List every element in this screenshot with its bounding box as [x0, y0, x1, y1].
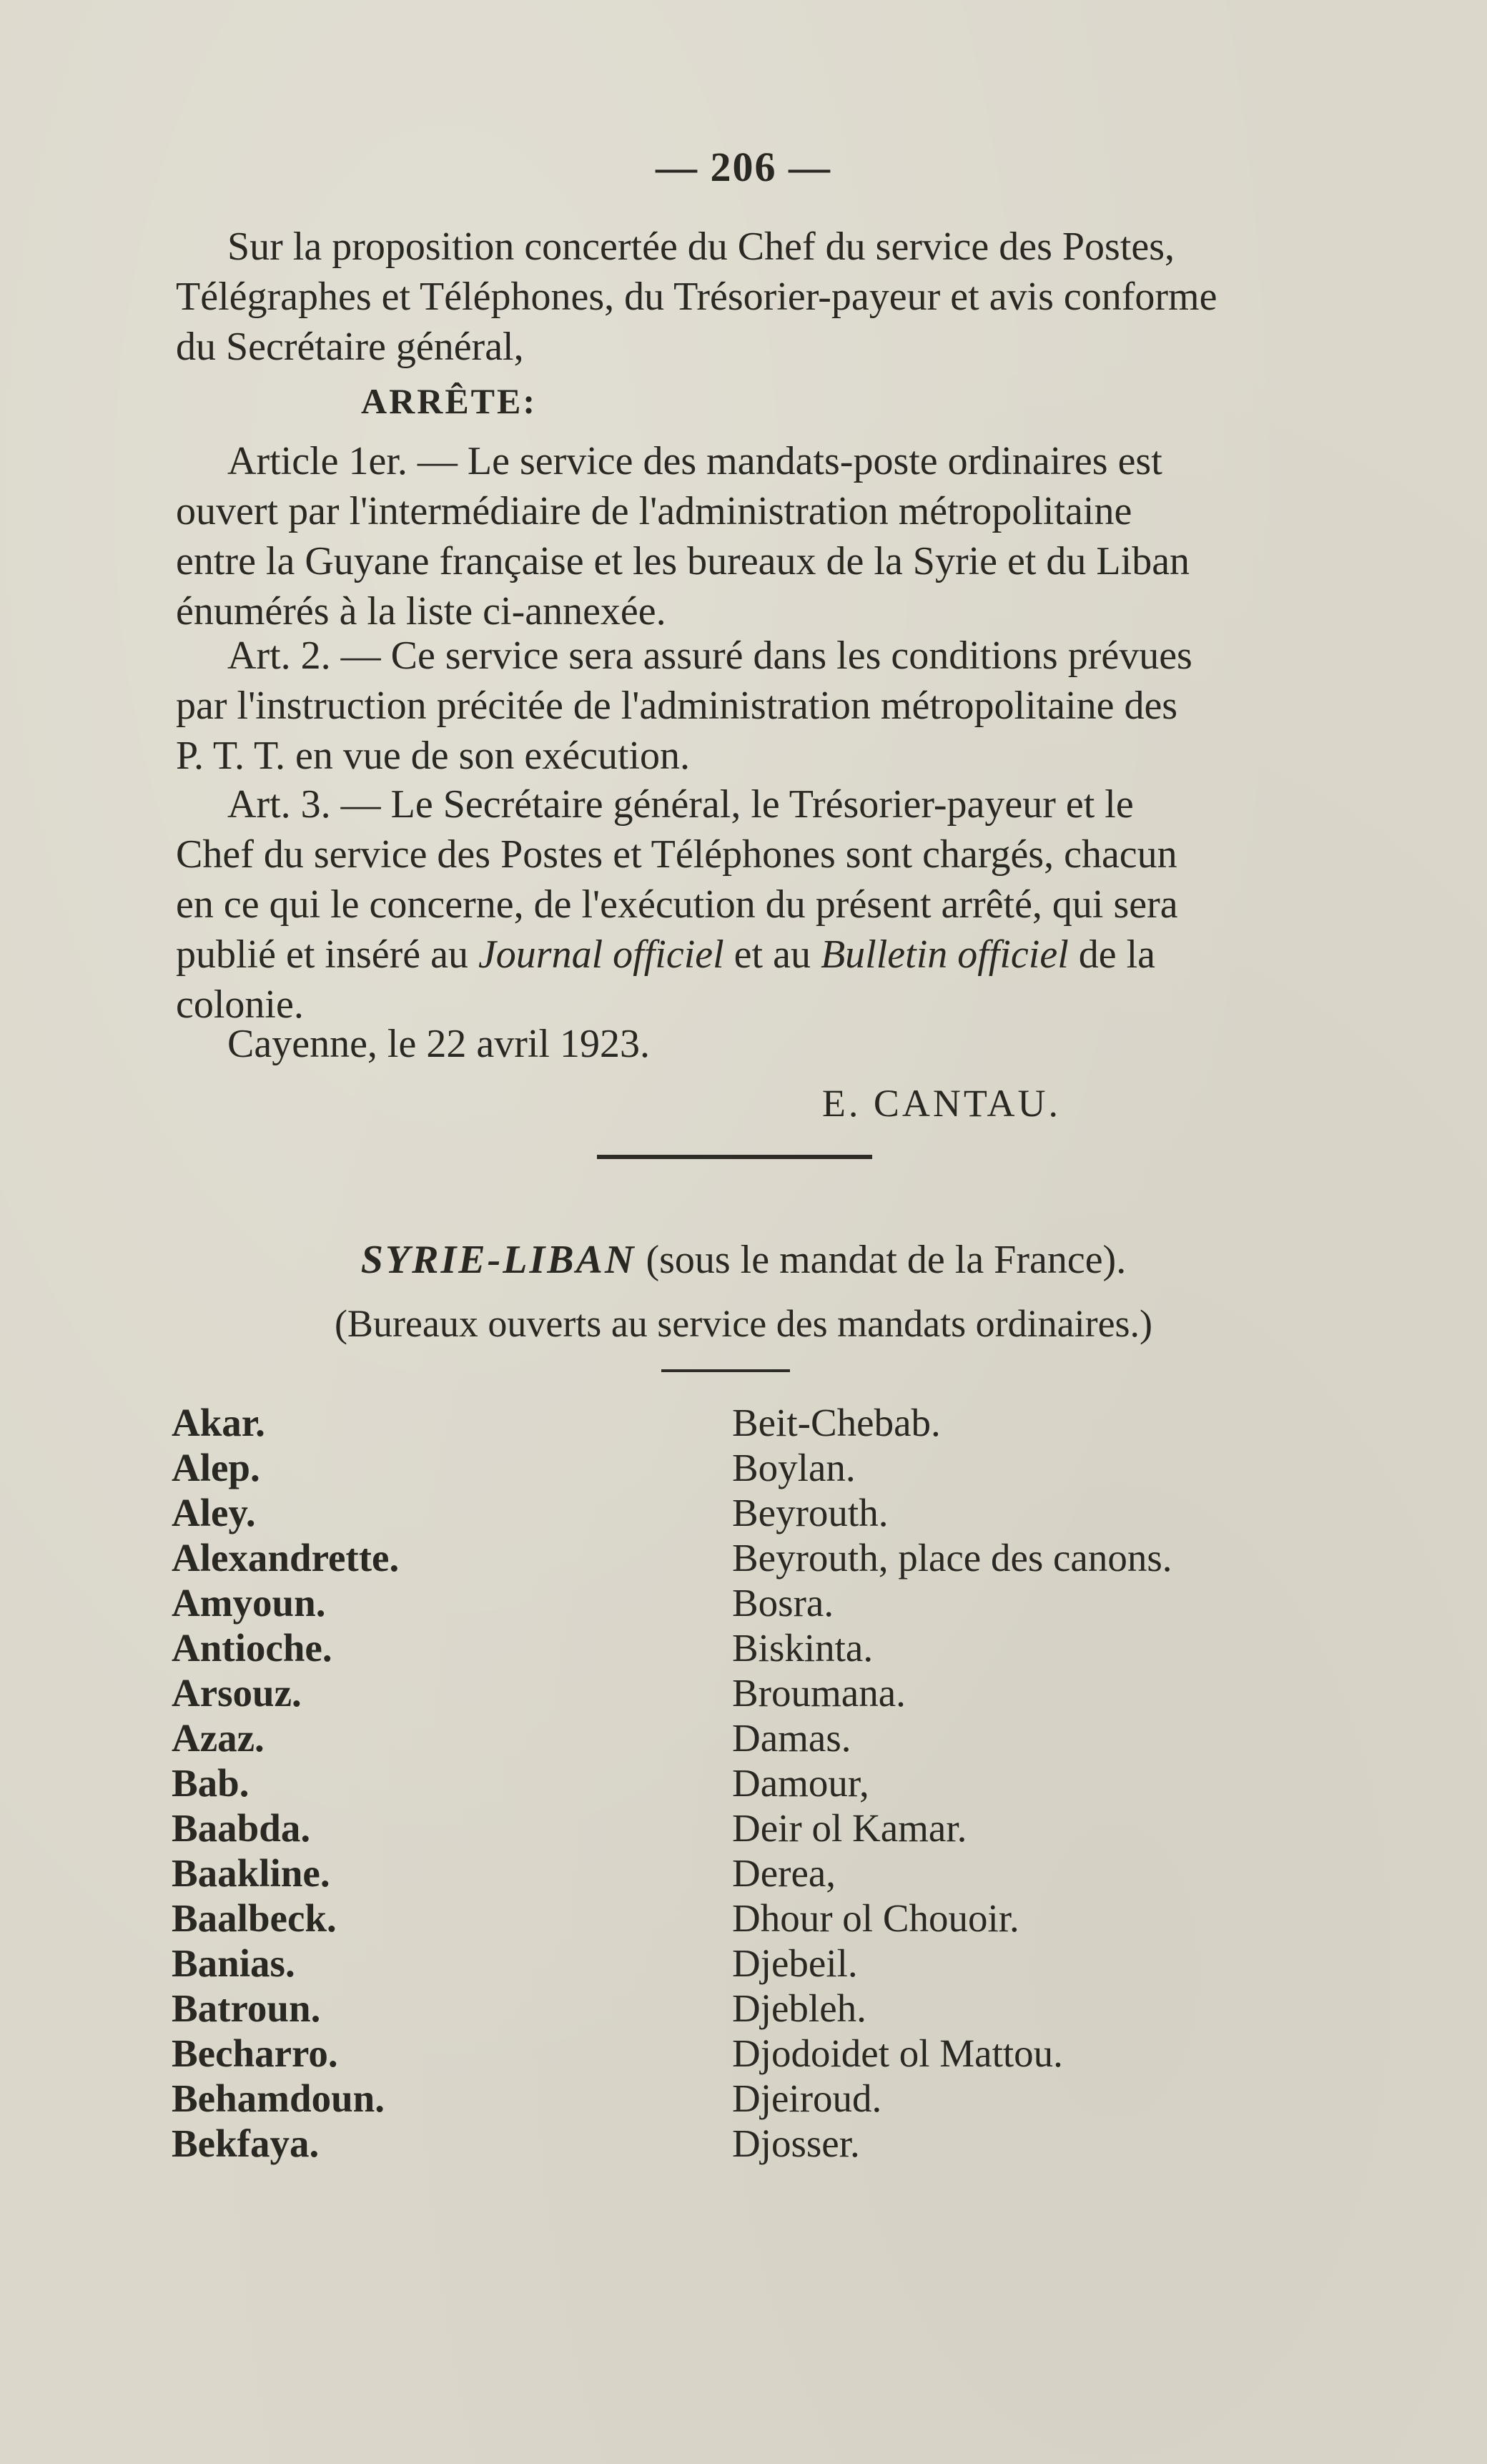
section-title: SYRIE-LIBAN — [360, 1238, 636, 1282]
list-item: Deir ol Kamar. — [732, 1806, 967, 1850]
list-item: Biskinta. — [732, 1626, 874, 1670]
list-item: Amyoun. — [172, 1581, 326, 1625]
section-heading — [0, 1237, 1487, 1283]
article-2-line: Art. 2. — Ce service sera assuré dans les conditions prévues — [227, 634, 1192, 678]
section-subtitle: (Bureaux ouverts au service des mandats ordinaires.) — [334, 1302, 1153, 1345]
preamble-paragraph — [176, 222, 1320, 372]
section-title-rest: (sous le mandat de la France). — [636, 1238, 1127, 1282]
bulletin-officiel-title: Bulletin officiel — [820, 932, 1069, 977]
list-item: Alexandrette. — [172, 1536, 400, 1580]
article-3-text: de la — [1068, 932, 1156, 977]
list-item: Bosra. — [732, 1581, 834, 1625]
list-divider — [661, 1369, 790, 1372]
list-item: Arsouz. — [172, 1671, 302, 1715]
list-item: Akar. — [172, 1401, 265, 1444]
list-item: Alep. — [172, 1446, 260, 1489]
list-item: Baabda. — [172, 1806, 311, 1850]
preamble-line: Sur la proposition concertée du Chef du service des Postes, — [227, 225, 1175, 269]
article-2-line: par l'instruction précitée de l'administration métropolitaine des — [176, 684, 1178, 728]
list-item: Djebeil. — [732, 1941, 858, 1985]
article-3-line: Art. 3. — Le Secrétaire général, le Trésorier-payeur et le — [227, 782, 1134, 827]
list-item: Beit-Chebab. — [732, 1401, 941, 1444]
list-item: Baalbeck. — [172, 1896, 337, 1940]
article-1-line: ouvert par l'intermédiaire de l'administration métropolitaine — [176, 489, 1132, 533]
list-item: Aley. — [172, 1491, 256, 1534]
list-item: Bekfaya. — [172, 2121, 320, 2165]
article-3-line: Chef du service des Postes et Téléphones sont chargés, chacun — [176, 832, 1177, 877]
article-3-line-4 — [176, 930, 1320, 980]
article-3-line: en ce qui le concerne, de l'exécution du présent arrêté, qui sera — [176, 882, 1178, 927]
article-1-paragraph — [176, 436, 1320, 636]
list-item: Bab. — [172, 1761, 250, 1805]
bureaux-list-right — [732, 1400, 1172, 2166]
list-item: Baakline. — [172, 1851, 330, 1895]
list-item: Damour, — [732, 1761, 869, 1805]
list-item: Djodoidet ol Mattou. — [732, 2031, 1063, 2075]
article-3-text: publié et inséré au — [176, 932, 478, 977]
list-item: Batroun. — [172, 1986, 321, 2030]
list-item: Djebleh. — [732, 1986, 866, 2030]
page-number: — 206 — — [656, 144, 831, 190]
list-item: Djeiroud. — [732, 2076, 882, 2120]
article-2-paragraph — [176, 631, 1320, 781]
article-3-line: colonie. — [176, 982, 304, 1027]
signature: E. CANTAU. — [821, 1082, 1061, 1125]
list-item: Azaz. — [172, 1716, 265, 1760]
article-2-line: P. T. T. en vue de son exécution. — [176, 734, 691, 778]
place-date — [176, 1019, 1320, 1069]
article-1-line: énumérés à la liste ci-annexée. — [176, 589, 666, 634]
section-divider — [597, 1155, 872, 1159]
list-item: Beyrouth, place des canons. — [732, 1536, 1172, 1580]
article-3-text: et au — [723, 932, 821, 977]
list-item: Derea, — [732, 1851, 836, 1895]
journal-officiel-title: Journal officiel — [478, 932, 724, 977]
list-item: Beyrouth. — [732, 1491, 889, 1534]
list-item: Antioche. — [172, 1626, 332, 1670]
list-item: Becharro. — [172, 2031, 338, 2075]
bureaux-list-left — [172, 1400, 399, 2166]
place-date-text: Cayenne, le 22 avril 1923. — [227, 1022, 650, 1066]
article-1-line: entre la Guyane française et les bureaux de la Syrie et du Liban — [176, 539, 1190, 583]
list-item: Dhour ol Chouoir. — [732, 1896, 1019, 1940]
article-1-line: Article 1er. — Le service des mandats-poste ordinaires est — [227, 439, 1162, 483]
preamble-line: Télégraphes et Téléphones, du Trésorier-payeur et avis conforme — [176, 275, 1217, 319]
preamble-line: du Secrétaire général, — [176, 325, 524, 369]
list-item: Behamdoun. — [172, 2076, 385, 2120]
list-item: Broumana. — [732, 1671, 906, 1715]
list-item: Damas. — [732, 1716, 851, 1760]
list-item: Boylan. — [732, 1446, 856, 1489]
list-item: Banias. — [172, 1941, 295, 1985]
list-item: Djosser. — [732, 2121, 860, 2165]
arrete-heading: ARRÊTE: — [361, 381, 538, 421]
article-3-paragraph — [176, 779, 1320, 1030]
